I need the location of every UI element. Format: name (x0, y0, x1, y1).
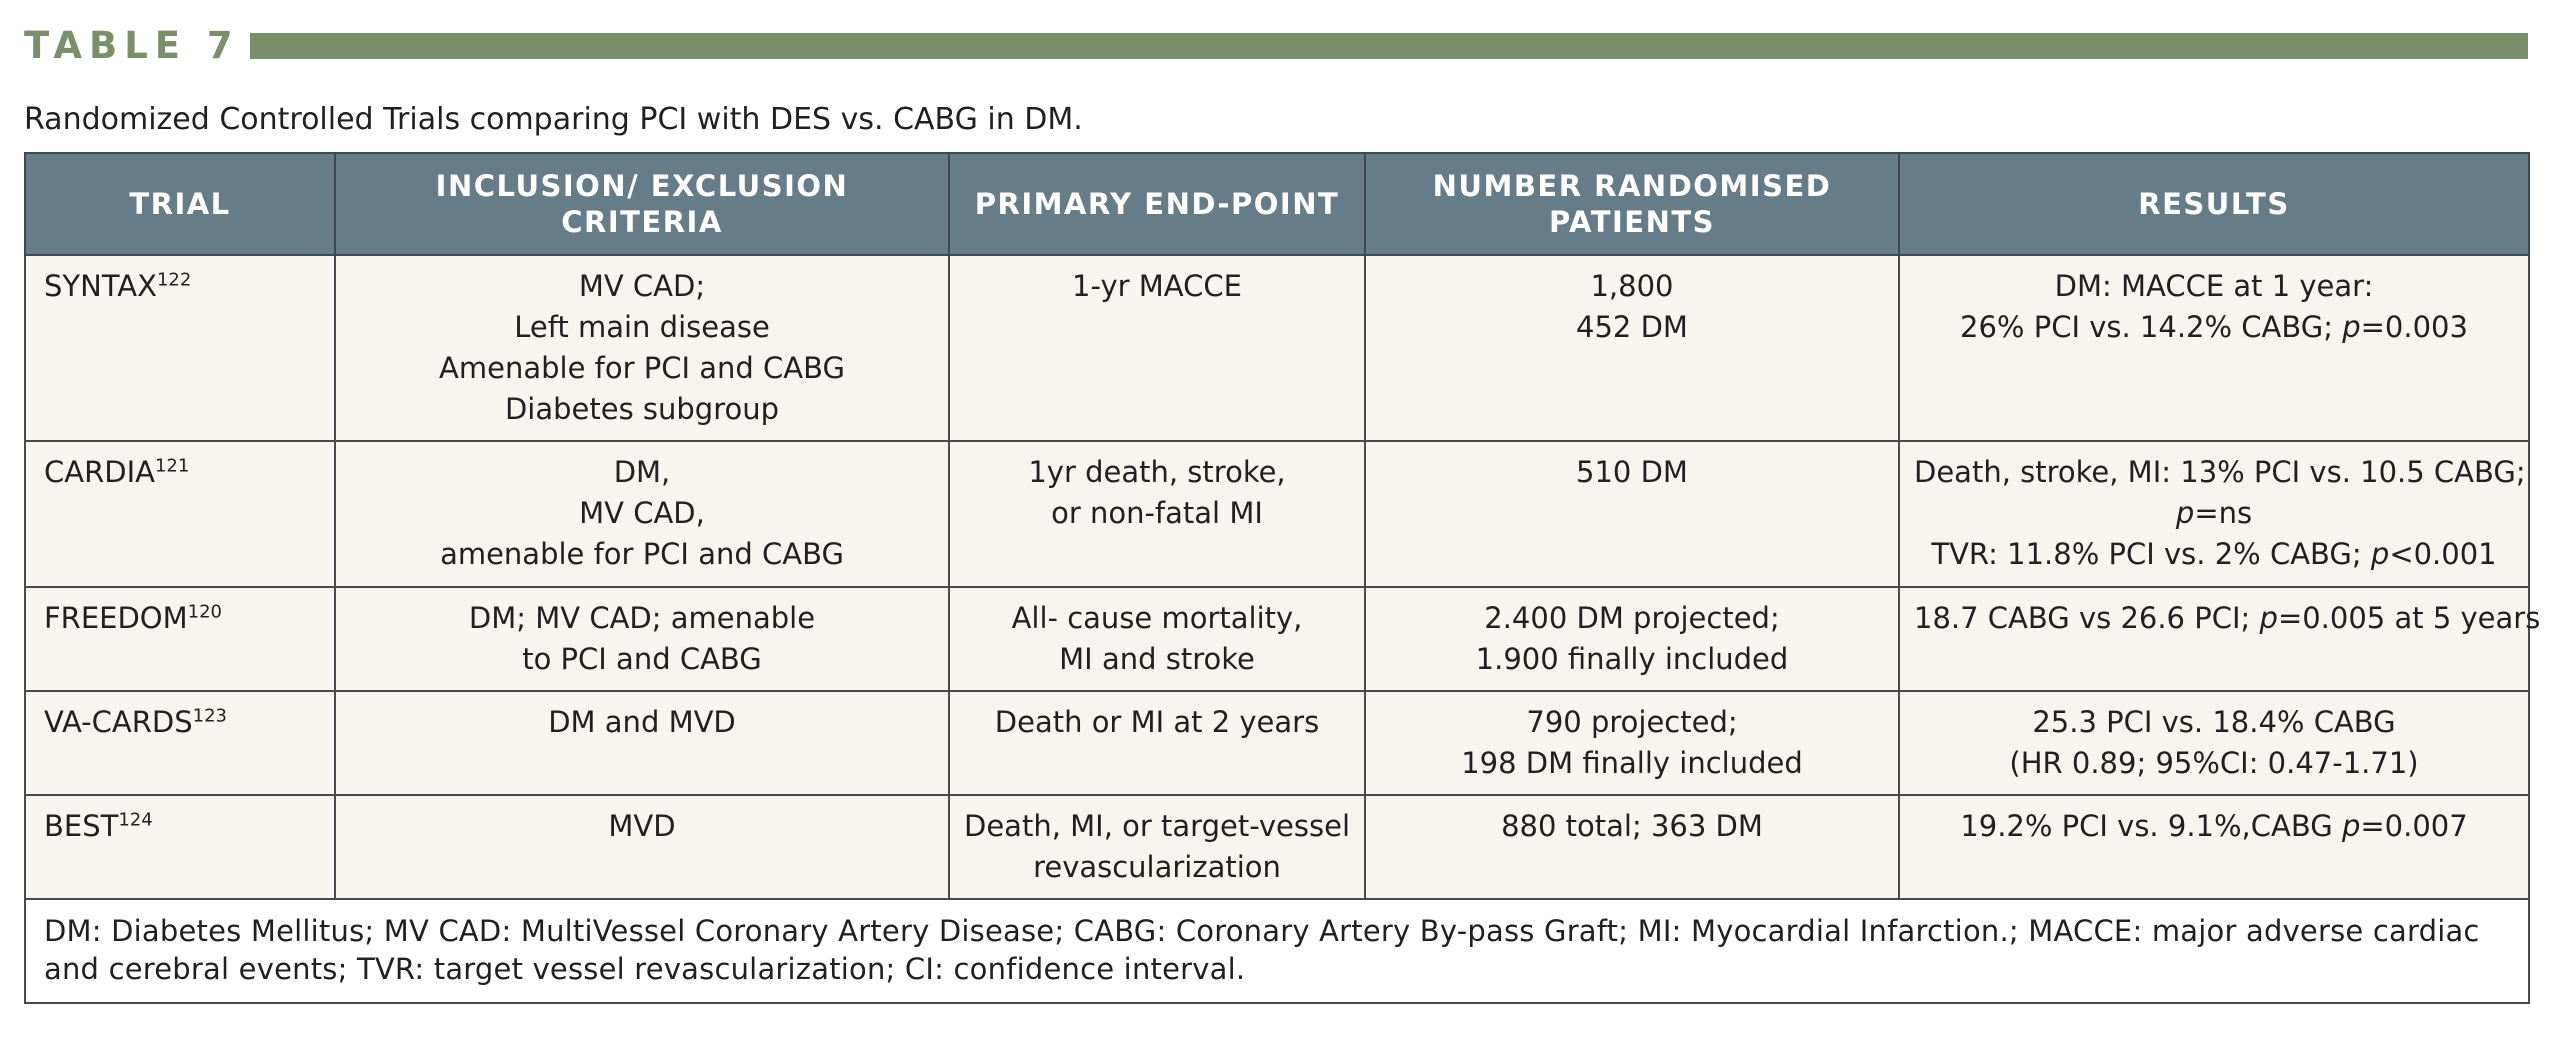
trial-cell (25, 691, 335, 795)
endpoint-line: 1yr death, stroke, (1028, 455, 1286, 489)
column-header-results: RESULTS (1899, 153, 2529, 255)
trial-ref: 120 (187, 601, 223, 623)
patients-cell (1365, 795, 1899, 899)
patients-line: 2.400 DM projected; (1484, 601, 1780, 635)
endpoint-cell (949, 587, 1365, 691)
endpoint-line: revascularization (1033, 850, 1281, 884)
criteria-cell (335, 587, 949, 691)
results-line (1914, 307, 2514, 348)
trial-name: SYNTAX (44, 269, 157, 303)
results-text: =0.007 (2360, 809, 2468, 843)
trial-cell (25, 587, 335, 691)
criteria-line: Diabetes subgroup (504, 392, 780, 426)
table-figure (24, 22, 2541, 1004)
results-text: 18.7 CABG vs 26.6 PCI; (1914, 601, 2260, 635)
patients-line: 198 DM finally included (1461, 746, 1803, 780)
results-line (1914, 806, 2514, 847)
criteria-cell (335, 441, 949, 587)
criteria-cell (335, 691, 949, 795)
results-line: DM: MACCE at 1 year: (2054, 269, 2374, 303)
trial-ref: 123 (192, 705, 227, 727)
column-header-patients (1365, 153, 1899, 255)
results-line: 25.3 PCI vs. 18.4% CABG (2032, 705, 2396, 739)
patients-cell (1365, 441, 1899, 587)
trial-cell (25, 795, 335, 899)
criteria-line: MV CAD; (578, 269, 706, 303)
criteria-line: MV CAD, (579, 496, 705, 530)
criteria-line: amenable for PCI and CABG (440, 537, 844, 571)
criteria-cell (335, 795, 949, 899)
p-value-symbol: p (2341, 809, 2361, 843)
criteria-line: to PCI and CABG (522, 642, 762, 676)
criteria-line: DM; MV CAD; amenable (468, 601, 816, 635)
criteria-cell (335, 255, 949, 441)
trial-name: BEST (44, 809, 119, 843)
column-header-criteria: INCLUSION/ EXCLUSION CRITERIA (335, 153, 949, 255)
results-text: =0.003 (2360, 310, 2468, 344)
endpoint-line: or non-fatal MI (1051, 496, 1263, 530)
patients-line: 1.900 finally included (1475, 642, 1789, 676)
trial-ref: 121 (154, 455, 190, 477)
endpoint-cell (949, 441, 1365, 587)
results-line (1914, 493, 2514, 534)
endpoint-line: Death, MI, or target-vessel (964, 809, 1351, 843)
table-row (25, 691, 2529, 795)
results-line: (HR 0.89; 95%CI: 0.47-1.71) (2009, 746, 2419, 780)
table-row (25, 441, 2529, 587)
results-line (1914, 598, 2541, 639)
footnote-row (25, 899, 2529, 1003)
trials-table (24, 152, 2541, 1004)
p-value-symbol: p (2175, 496, 2195, 530)
trial-name: FREEDOM (44, 601, 188, 635)
column-header-trial: TRIAL (25, 153, 335, 255)
results-cell (1899, 795, 2529, 899)
endpoint-cell (949, 691, 1365, 795)
results-cell (1899, 587, 2541, 691)
trial-name: CARDIA (44, 455, 155, 489)
results-text: <0.001 (2389, 537, 2497, 571)
table-caption: Randomized Controlled Trials comparing PCI with DES vs. CABG in DM. (24, 102, 1083, 137)
table-row (25, 255, 2529, 441)
table-row (25, 795, 2529, 899)
results-text: 26% PCI vs. 14.2% CABG; (1960, 310, 2343, 344)
results-text: 19.2% PCI vs. 9.1%,CABG (1960, 809, 2342, 843)
patients-line: 1,800 (1590, 269, 1674, 303)
results-cell (1899, 255, 2529, 441)
trial-cell (25, 255, 335, 441)
results-text: =0.005 at 5 years (2277, 601, 2541, 635)
trial-ref: 122 (156, 269, 192, 291)
p-value-symbol: p (2342, 310, 2361, 344)
column-header-endpoint: PRIMARY END-POINT (949, 153, 1365, 255)
header-decorative-bar (250, 33, 2528, 59)
trial-ref: 124 (118, 809, 153, 831)
table-header (25, 153, 2529, 255)
patients-line: 880 total; 363 DM (1501, 809, 1763, 843)
trial-name: VA-CARDS (44, 705, 193, 739)
patients-cell (1365, 255, 1899, 441)
criteria-line: DM and MVD (548, 705, 736, 739)
table-row (25, 587, 2529, 691)
patients-line: 790 projected; (1526, 705, 1738, 739)
results-line (1914, 534, 2514, 575)
endpoint-line: All- cause mortality, (1011, 601, 1303, 635)
table-number-label: TABLE 7 (24, 24, 240, 67)
results-text: TVR: 11.8% PCI vs. 2% CABG; (1931, 537, 2371, 571)
patients-cell (1365, 587, 1899, 691)
results-cell (1899, 441, 2529, 587)
patients-cell (1365, 691, 1899, 795)
p-value-symbol: p (2259, 601, 2278, 635)
patients-line: 510 DM (1576, 455, 1688, 489)
criteria-line: Left main disease (514, 310, 770, 344)
trial-cell (25, 441, 335, 587)
endpoint-cell (949, 255, 1365, 441)
results-text: =ns (2194, 496, 2253, 530)
endpoint-cell (949, 795, 1365, 899)
table-footnote: DM: Diabetes Mellitus; MV CAD: MultiVessel Coronary Artery Disease; CABG: Coronary Artery By-pass Graft; MI: Myocardial Infarction.; MACCE: major adverse cardiac and cerebral events; TVR: target vessel revascularization; CI: confidence interval. (25, 899, 2529, 1003)
criteria-line: MVD (608, 809, 676, 843)
endpoint-line: 1-yr MACCE (1072, 269, 1242, 303)
patients-line: 452 DM (1576, 310, 1688, 344)
criteria-line: Amenable for PCI and CABG (439, 351, 845, 385)
criteria-line: DM, (613, 455, 671, 489)
endpoint-line: MI and stroke (1059, 642, 1255, 676)
results-cell (1899, 691, 2529, 795)
results-line: Death, stroke, MI: 13% PCI vs. 10.5 CABG; (1914, 455, 2526, 489)
p-value-symbol: p (2370, 537, 2390, 571)
column-header-patients-text: NUMBER RANDOMISED PATIENTS (1432, 169, 1832, 239)
table-header-row (24, 22, 2528, 70)
endpoint-line: Death or MI at 2 years (994, 705, 1320, 739)
